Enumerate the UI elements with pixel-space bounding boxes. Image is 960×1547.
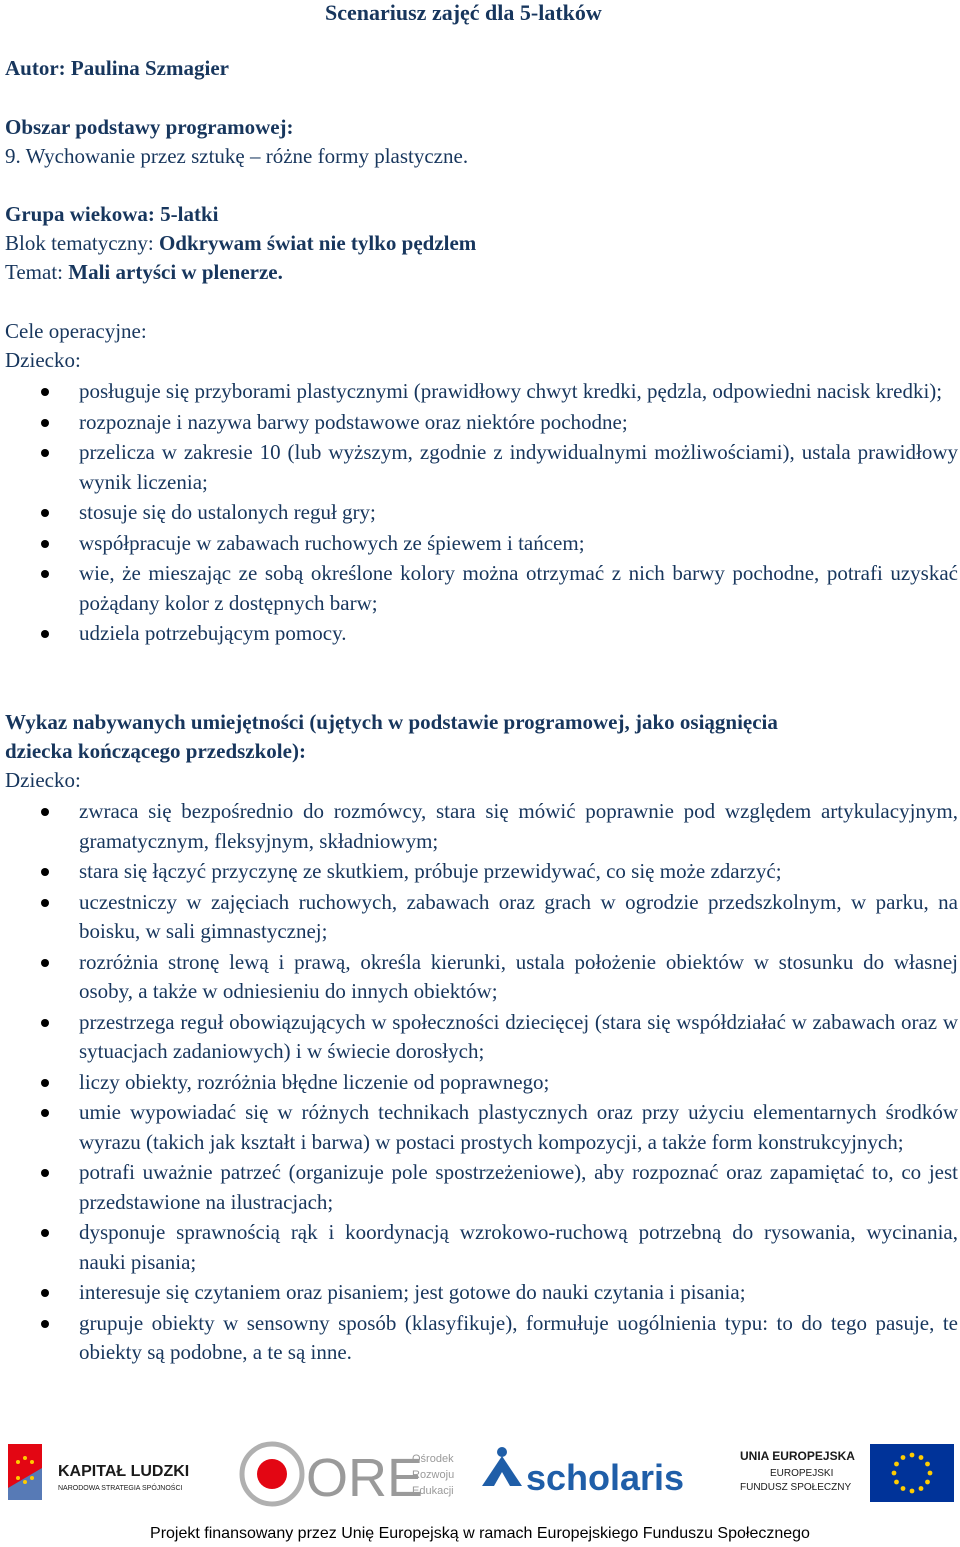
document-title: Scenariusz zajęć dla 5-latków	[325, 0, 602, 25]
list-item: liczy obiekty, rozróżnia błędne liczenie od poprawnego;	[0, 1068, 960, 1098]
goals-heading: Cele operacyjne:	[5, 319, 147, 343]
author: Autor: Paulina Szmagier	[5, 56, 229, 80]
list-item: rozpoznaje i nazywa barwy podstawowe oraz niektóre pochodne;	[0, 408, 960, 438]
list-item: współpracuje w zabawach ruchowych ze śpiewem i tańcem;	[0, 529, 960, 559]
ore-sub2: Rozwoju	[412, 1469, 455, 1481]
list-item: grupuje obiekty w sensowny sposób (klasyfikuje), formułuje uogólnienia typu: to do tego pasuje, te obiekty są podobne, a te są inne.	[0, 1309, 960, 1368]
list-item: przelicza w zakresie 10 (lub wyższym, zgodnie z indywidualnymi możliwościami), ustala prawidłowy wynik liczenia;	[0, 438, 960, 497]
skills-heading-line2: dziecka kończącego przedszkole):	[5, 739, 306, 763]
list-item: interesuje się czytaniem oraz pisaniem; jest gotowe do nauki czytania i pisania;	[0, 1278, 960, 1308]
topic	[5, 258, 283, 287]
scholaris-logo	[476, 1438, 696, 1510]
list-item: stosuje się do ustalonych reguł gry;	[0, 498, 960, 528]
list-item: potrafi uważnie patrzeć (organizuje pole spostrzeżeniowe), aby rozpoznać oraz zapamiętać to, co jest przedstawione na ilustracjach;	[0, 1158, 960, 1217]
age-group: Grupa wiekowa: 5-latki	[5, 202, 219, 226]
child-label-1: Dziecko:	[5, 348, 81, 372]
topic-label: Temat:	[5, 260, 69, 284]
skills-heading-line1: Wykaz nabywanych umiejętności (ujętych w podstawie programowej, jako osiągnięcia	[5, 710, 778, 734]
funding-footer: Projekt finansowany przez Unię Europejską w ramach Europejskiego Funduszu Społecznego	[150, 1525, 810, 1542]
list-item: stara się łączyć przyczynę ze skutkiem, próbuje przewidywać, co się może zdarzyć;	[0, 857, 960, 887]
thematic-block-label: Blok tematyczny:	[5, 231, 159, 255]
list-item: zwraca się bezpośrednio do rozmówcy, stara się mówić poprawnie pod względem artykulacyjnym, gramatycznym, fleksyjnym, składniowym;	[0, 797, 960, 856]
obszar-value: 9. Wychowanie przez sztukę – różne formy plastyczne.	[5, 144, 469, 168]
list-item: uczestniczy w zajęciach ruchowych, zabawach oraz grach w ogrodzie przedszkolnym, w parku, na boisku, w sali gimnastycznej;	[0, 888, 960, 947]
list-item: przestrzega reguł obowiązujących w społeczności dziecięcej (stara się współdziałać w zabawach oraz w sytuacjach zadaniowych) i w świecie dorosłych;	[0, 1008, 960, 1067]
eu-line3: FUNDUSZ SPOŁECZNY	[740, 1482, 852, 1493]
thematic-block	[5, 229, 476, 258]
list-item: umie wypowiadać się w różnych technikach plastycznych oraz przy użyciu elementarnych środków wyrazu (takich jak kształt i barwa) w postaci prostych kompozycji, a także form konstrukcyjnych;	[0, 1098, 960, 1157]
kapital-ludzki-logo	[4, 1438, 204, 1510]
list-item: wie, że mieszając ze sobą określone kolory można otrzymać z nich barwy pochodne, potrafi uzyskać pożądany kolor z dostępnych barw;	[0, 559, 960, 618]
ore-letters: ORE	[306, 1448, 424, 1508]
kapital-ludzki-title: KAPITAŁ LUDZKI	[58, 1463, 190, 1480]
eu-line2: EUROPEJSKI	[770, 1468, 834, 1479]
footer-logos	[0, 1438, 960, 1510]
list-item: udziela potrzebującym pomocy.	[0, 619, 960, 649]
list-item: dysponuje sprawnością rąk i koordynacją wzrokowo-ruchową potrzebną do rysowania, wycinania, nauki pisania;	[0, 1218, 960, 1277]
kapital-ludzki-subtitle: NARODOWA STRATEGIA SPÓJNOŚCI	[58, 1485, 183, 1492]
ore-sub3: Edukacji	[412, 1485, 454, 1497]
child-label-2: Dziecko:	[5, 768, 81, 792]
list-item: posługuje się przyborami plastycznymi (prawidłowy chwyt kredki, pędzla, odpowiedni nacisk kredki);	[0, 377, 960, 407]
obszar-label: Obszar podstawy programowej:	[5, 115, 294, 139]
topic-value: Mali artyści w plenerze.	[68, 260, 283, 284]
list-item: rozróżnia stronę lewą i prawą, określa kierunki, ustala położenie obiektów w stosunku do własnej osoby, a także w odniesieniu do innych obiektów;	[0, 948, 960, 1007]
thematic-block-value: Odkrywam świat nie tylko pędzlem	[158, 231, 477, 255]
skills-list	[0, 797, 960, 1369]
goals-list	[0, 377, 960, 650]
eu-line1: UNIA EUROPEJSKA	[740, 1449, 855, 1463]
ore-sub1: Ośrodek	[412, 1453, 454, 1465]
scholaris-wordmark: scholaris	[526, 1457, 685, 1498]
eu-efs-logo	[730, 1438, 958, 1510]
ore-logo	[236, 1438, 455, 1510]
